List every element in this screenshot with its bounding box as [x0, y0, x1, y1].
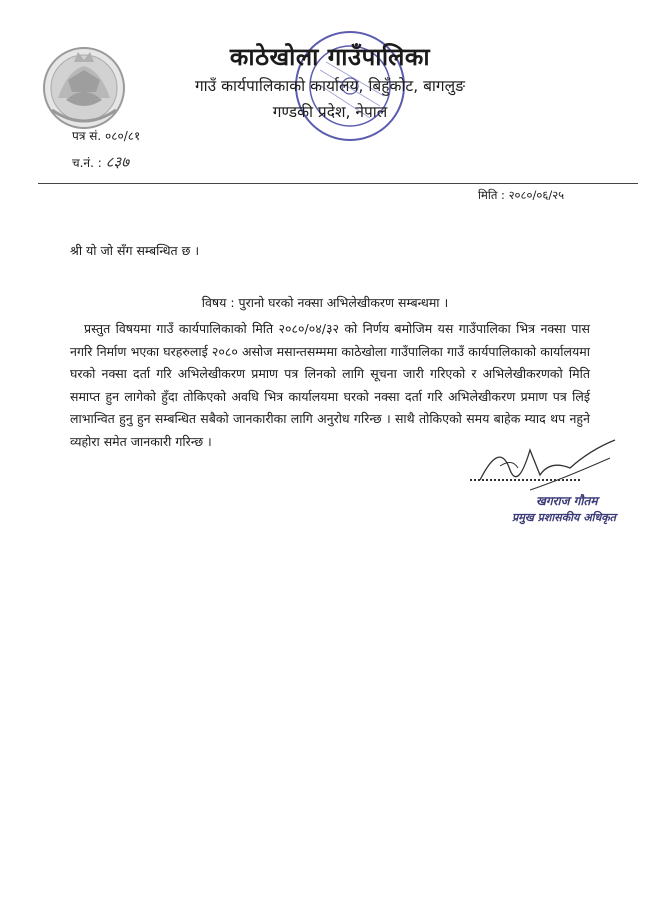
signature-line — [470, 479, 580, 481]
office-region: गण्डकी प्रदेश, नेपाल — [272, 103, 388, 121]
signatory-name: खगराज गौतम — [536, 494, 598, 508]
office-title: काठेखोला गाउँपालिका — [229, 43, 431, 71]
signatory-title: प्रमुख प्रशासकीय अधिकृत — [512, 511, 616, 524]
dispatch-value: ८३७ — [105, 153, 130, 171]
letter-body: प्रस्तुत विषयमा गाउँ कार्यपालिकाको मिति २०८०/०४/३२ को निर्णय बमोजिम यस गाउँपालिका भित्र नक्सा पास नगरि निर्माण भएका घरहरुलाई २०८० असोज मसान्तसम्ममा काठेखोला गाउँपालिका गाउँ कार्यपालिकाको कार्यालयमा घरको नक्सा दर्ता गरि अभिलेखीकरण प्रमाण पत्र लिनको लागि सूचना जारी गरिएको र अभिलेखीकरणको मिति समाप्त हुन लागेको हुँदा तोकिएको अवधि भित्र कार्यालयमा घरको नक्सा दर्ता गरि अभिलेखीकरण प्रमाण पत्र लिई लाभान्वित हुनु हुन सम्बन्धित सबैको जानकारीका लागि अनुरोध गरिन्छ । साथै तोकिएको समय बाहेक म्याद थप नहुने व्यहोरा समेत जानकारी गरिन्छ । — [70, 321, 590, 449]
letter-number: पत्र सं. ०८०/८१ — [72, 129, 141, 143]
signature-icon — [470, 430, 620, 500]
office-subtitle: गाउँ कार्यपालिकाको कार्यालय, बिहुँकोट, बागलुङ — [194, 77, 466, 95]
dispatch-number — [72, 152, 129, 172]
subject-line: विषय : पुरानो घरको नक्सा अभिलेखीकरण सम्बन्धमा । — [201, 295, 449, 310]
addressee: श्री यो जो सँग सम्बन्धित छ । — [70, 243, 200, 258]
header-divider — [38, 183, 638, 184]
letter-date: मिति : २०८०/०६/२५ — [478, 188, 565, 202]
dispatch-label: च.नं. : — [72, 156, 102, 170]
nepal-emblem-icon — [38, 40, 130, 132]
